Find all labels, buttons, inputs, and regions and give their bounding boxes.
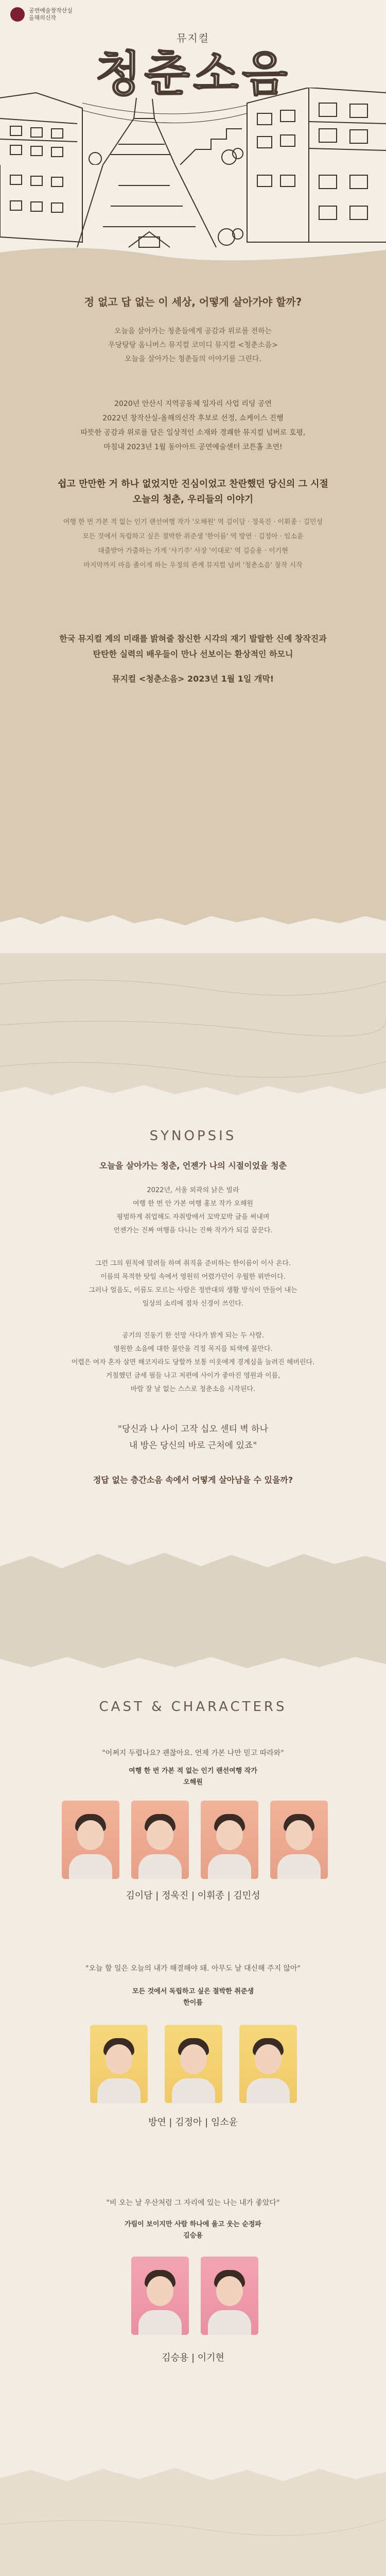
synopsis-heading: SYNOPSIS (149, 1128, 237, 1144)
intro-tagline (0, 477, 386, 507)
actor-photo (239, 2025, 297, 2103)
cast-detail (0, 515, 386, 573)
synopsis-line: 바람 잘 날 없는 스스로 청춘소음 시작된다. (130, 1385, 256, 1393)
actor-photo (201, 2257, 258, 2335)
synopsis-paragraph-3 (0, 1329, 386, 1396)
arts-council-logo-icon (10, 7, 25, 22)
synopsis-line: 공기의 진동기 한 선망 사다가 밝게 되는 두 사람. (122, 1332, 264, 1340)
synopsis-line: 평범하게 취업해도 자취방에서 꼬박꼬박 글을 써내며 (116, 1213, 270, 1221)
detail-line: 마지막까지 마음 졸이게 하는 우정의 관계 뮤지컬 넘버 '청춘소음' 창작 시작 (83, 562, 303, 569)
actor-photo (131, 2257, 189, 2335)
synopsis-line: 언젠가는 진짜 여행을 다니는 진짜 작가가 되길 꿈꾼다. (113, 1227, 273, 1234)
detail-line: 모든 것에서 독립하고 싶은 절박한 취준생 '한이름' 역 방연 · 김정아 · 임소윤 (82, 533, 304, 540)
synopsis-closing: 정답 없는 층간소음 속에서 어떻게 살아남을 수 있을까? (93, 1475, 293, 1485)
intro-mission (0, 631, 386, 662)
synopsis-line: 2022년, 서울 외곽의 낡은 빌라 (147, 1187, 239, 1194)
cityscape-sketch-illustration (0, 88, 386, 165)
synopsis-section (0, 953, 386, 1690)
role-description: 모든 것에서 독립하고 싶은 절박한 취준생 (132, 1988, 254, 1995)
role-description: 여행 한 번 가본 적 없는 인기 랜선여행 작가 (129, 1767, 257, 1775)
synopsis-line: 영원한 소음에 대한 불안을 걱정 목지를 퇴색에 불만다. (113, 1345, 273, 1353)
intro-question: 정 없고 답 없는 이 세상, 어떻게 살아가야 할까? (84, 296, 302, 308)
synopsis-paragraph-2 (0, 1257, 386, 1311)
cast-quote: "어쩌지 두렵나요? 괜찮아요. 언제 가본 나만 믿고 따라와" (102, 1749, 284, 1757)
intro-lead-line: 오늘을 살아가는 청춘들의 이야기를 그린다. (125, 355, 261, 363)
org-name-line1: 공연예술창작산실 (29, 7, 73, 14)
actor-photo (90, 2025, 148, 2103)
synopsis-line: 이름의 목적한 탓일 속에서 영원히 어렸가던이 우월한 위반이다. (100, 1273, 286, 1281)
street-sketch-illustration (0, 165, 386, 268)
history-line: 2020년 안산시 지역공동체 일자리 사업 리딩 공연 (114, 400, 272, 408)
cast-quote: "비 오는 날 우산처럼 그 자리에 있는 나는 내가 좋았다" (106, 2199, 280, 2207)
actor-photo (270, 1801, 328, 1879)
actor-names: 방연 | 김정아 | 임소윤 (148, 2117, 238, 2128)
intro-lead-line: 우당탕탕 옴니버스 뮤지컬 코미디 뮤지컬 <청춘소음> (108, 341, 278, 349)
cast-quote: "오늘 할 일은 오늘의 내가 해결해야 돼. 아무도 날 대신해 주지 않아" (85, 1964, 301, 1973)
role-name: 한이름 (183, 1999, 203, 2007)
tagline-line: 오늘의 청춘, 우리들의 이야기 (132, 494, 254, 505)
intro-lead-line: 오늘을 살아가는 청춘들에게 공감과 위로를 전하는 (114, 327, 272, 335)
sketch-texture-band (0, 953, 386, 1108)
tagline-line: 쉽고 만만한 거 하나 없었지만 진심이었고 찬란했던 당신의 그 시절 (58, 479, 328, 489)
torn-paper-edge-divider (0, 1535, 386, 1690)
synopsis-paragraph-1 (0, 1184, 386, 1238)
cast-section (0, 1690, 386, 2576)
intro-section (0, 165, 386, 953)
opening-date: 뮤지컬 <청춘소음> 2023년 1월 1일 개막! (112, 674, 274, 684)
synopsis-line: 그런 그의 원칙에 말려들 하며 취직을 준비하는 한이름이 이사 온다. (95, 1260, 291, 1267)
actor-names: 김승용 | 이기현 (162, 2352, 224, 2363)
synopsis-line: 거칠했던 금세 필들 나고 저편에 사이가 좋아진 영원과 이름, (106, 1372, 280, 1380)
paper-texture-band (0, 2447, 386, 2576)
synopsis-line: 여행 한 번 안 가본 여행 홍보 작가 오해원 (133, 1200, 253, 1208)
actor-photo (62, 1801, 119, 1879)
actor-photo (165, 2025, 222, 2103)
intro-lead (0, 325, 386, 366)
mission-line: 탄탄한 실력의 배우들이 만나 선보이는 환상적인 하모니 (93, 649, 293, 659)
production-history (0, 397, 386, 454)
actor-photo (131, 1801, 189, 1879)
detail-line: 대출받아 가출하는 가게 '사기주' 사장 '이대로' 역 김승용 · 이기현 (98, 547, 288, 555)
synopsis-quote (0, 1421, 386, 1454)
synopsis-lead: 오늘을 살아가는 청춘, 언젠가 나의 시절이었을 청춘 (99, 1161, 287, 1171)
organizer-logo (10, 7, 73, 22)
role-description: 가림이 보이지만 사람 하나에 울고 웃는 순정파 (125, 2221, 261, 2228)
mission-line: 한국 뮤지컬 계의 미래를 밝혀줄 참신한 시각의 재기 발랄한 신예 창작진과 (59, 634, 327, 643)
synopsis-line: 일상의 소리에 점차 신경이 쓰인다. (142, 1300, 244, 1308)
actor-photo (201, 1801, 258, 1879)
cast-heading: CAST & CHARACTERS (99, 1699, 287, 1715)
hero-banner (0, 0, 386, 165)
history-line: 따뜻한 공감과 위로를 담은 일상적인 소재와 경쾌한 뮤지컬 넘버로 호평, (80, 429, 306, 437)
history-line: 마침내 2023년 1월 동아아트 공연예술센터 코튼홀 초연! (103, 443, 283, 451)
actor-names: 김이담 | 정욱진 | 이휘종 | 김민성 (126, 1890, 260, 1901)
synopsis-line: 어렵은 여자 혼자 살면 해코지라도 당할까 보통 이웃에게 경계심을 늘려진 해버린다. (71, 1359, 315, 1366)
quote-line: 내 방은 당신의 바로 근처에 있죠" (129, 1440, 257, 1451)
quote-line: "당신과 나 사이 고작 십오 센티 벽 하나 (118, 1424, 268, 1434)
hero-subtitle: 뮤지컬 (177, 32, 209, 44)
hero-title: 청춘소음 (95, 46, 291, 101)
role-name: 오해원 (183, 1778, 203, 1786)
detail-line: 여행 한 번 가본 적 없는 인기 랜선여행 작가 '오해원' 역 김이담 · 정욱진 · 이휘종 · 김민성 (63, 518, 323, 526)
synopsis-line: 그러나 얼음도, 이름도 모르는 사람은 정반대의 생활 방식이 만들어 내는 (89, 1286, 297, 1294)
history-line: 2022년 창작산실-올해의신작 후보로 선정, 쇼케이스 진행 (102, 414, 284, 422)
org-name-line2: 올해의신작 (29, 14, 57, 21)
torn-paper-edge-divider (0, 907, 386, 953)
role-name: 김승용 (183, 2232, 203, 2240)
